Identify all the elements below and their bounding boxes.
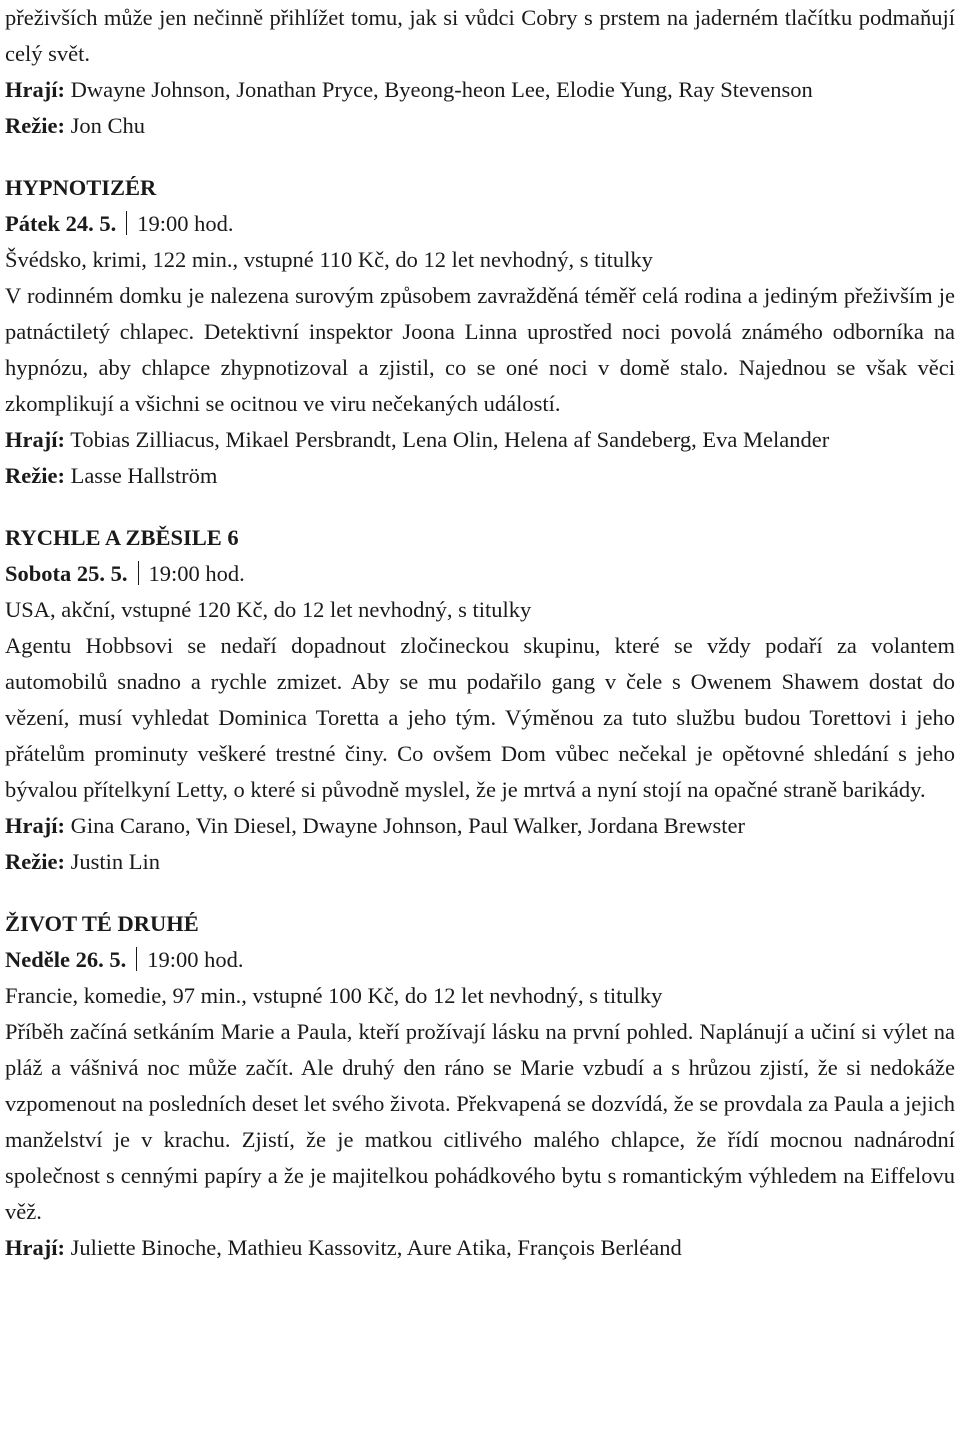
- film-title: RYCHLE A ZBĚSILE 6: [5, 525, 239, 550]
- director-name: Lasse Hallström: [64, 463, 218, 488]
- film-title: HYPNOTIZÉR: [5, 175, 157, 200]
- film-info-details: , vstupné 100 Kč, do 12 let nevhodný, s titulky: [241, 983, 663, 1008]
- cast-label: Hrají:: [5, 1235, 65, 1260]
- film-info-details: USA, akční, vstupné 120 Kč, do 12 let nevhodný, s titulky: [5, 597, 532, 622]
- film-date: [5, 556, 955, 592]
- film-time: 19:00 hod.: [137, 211, 234, 236]
- film-info: [5, 242, 955, 278]
- film-cast: [5, 808, 955, 844]
- cast-names: Juliette Binoche, Mathieu Kassovitz, Aure Atika, François Berléand: [64, 1235, 682, 1260]
- cast-label: Hrají:: [5, 77, 65, 102]
- cast-names: Tobias Zilliacus, Mikael Persbrandt, Lena Olin, Helena af Sandeberg, Eva Melander: [64, 427, 830, 452]
- film-date: [5, 206, 955, 242]
- intro-director: [5, 108, 955, 144]
- film-rychle-a-zbesile-6: [5, 520, 955, 880]
- director-name: Jon Chu: [64, 113, 145, 138]
- film-synopsis: V rodinném domku je nalezena surovým způsobem zavražděná téměř celá rodina a jediným přeživším je patnáctiletý chlapec. Detektivní inspektor Joona Linna uprostřed noci povolá známého odborníka na hypnózu, aby chlapce zhypnotizoval a zjistil, co se oné noci v domě stalo. Najednou se však věci zkomplikují a všichni se ocitnou ve viru nečekaných událostí.: [5, 283, 955, 416]
- film-info: [5, 592, 955, 628]
- film-info-details: , vstupné 110 Kč, do 12 let nevhodný, s titulky: [232, 247, 653, 272]
- film-synopsis: Agentu Hobbsovi se nedaří dopadnout zločineckou skupinu, které se vždy podaří za volantem automobilů snadno a rychle zmizet. Aby se mu podařilo gang v čele s Owenem Shawem dostat do vězení, musí vyhledat Dominica Toretta a jeho tým. Výměnou za tuto službu budou Torettovi i jeho přátelům prominuty veškeré trestné činy. Co ovšem Dom vůbec nečekal je opětovné shledání s jeho bývalou přítelkyní Letty, o které si původně myslel, že je mrtvá a nyní stojí na opačné straně barikády.: [5, 633, 955, 802]
- film-zivot-te-druhe: [5, 906, 955, 1266]
- intro-synopsis: přeživších může jen nečinně přihlížet tomu, jak si vůdci Cobry s prstem na jaderném tlačítku podmaňují celý svět.: [5, 5, 955, 66]
- separator-bar: [126, 211, 127, 235]
- cast-names: Gina Carano, Vin Diesel, Dwayne Johnson, Paul Walker, Jordana Brewster: [64, 813, 745, 838]
- cast-label: Hrají:: [5, 813, 65, 838]
- film-director: [5, 458, 955, 494]
- film-director: [5, 844, 955, 880]
- director-name: Justin Lin: [64, 849, 160, 874]
- film-day: Neděle 26. 5.: [5, 947, 127, 972]
- director-label: Režie:: [5, 113, 65, 138]
- film-date: [5, 942, 955, 978]
- separator-bar: [138, 561, 139, 585]
- intro-section: [5, 0, 955, 144]
- film-info: [5, 978, 955, 1014]
- film-cast: [5, 422, 955, 458]
- film-time: 19:00 hod.: [148, 561, 245, 586]
- film-synopsis: Příběh začíná setkáním Marie a Paula, kteří prožívají lásku na první pohled. Naplánují a učiní si výlet na pláž a vášnivá noc může začít. Ale druhý den ráno se Marie vzbudí a s hrůzou zjistí, že si nedokáže vzpomenout na posledních deset let svého života. Překvapená se dozvídá, že se provdala za Paula a jejich manželství je v krachu. Zjistí, že je matkou citlivého malého chlapce, že řídí mocnou nadnárodní společnost s cennými papíry a že je majitelkou pohádkového bytu s romantickým výhledem na Eiffelovu věž.: [5, 1019, 955, 1224]
- film-title: ŽIVOT TÉ DRUHÉ: [5, 911, 199, 936]
- film-cast: [5, 1230, 955, 1266]
- director-label: Režie:: [5, 463, 65, 488]
- cast-names: Dwayne Johnson, Jonathan Pryce, Byeong-heon Lee, Elodie Yung, Ray Stevenson: [64, 77, 813, 102]
- film-hypnotizer: [5, 170, 955, 494]
- intro-cast: [5, 72, 955, 108]
- cast-label: Hrají:: [5, 427, 65, 452]
- film-day: Pátek 24. 5.: [5, 211, 117, 236]
- film-day: Sobota 25. 5.: [5, 561, 128, 586]
- film-info-country: Francie, komedie, 97 min.: [5, 983, 242, 1008]
- film-info-country: Švédsko, krimi, 122 min.: [5, 247, 233, 272]
- separator-bar: [136, 947, 137, 971]
- film-time: 19:00 hod.: [147, 947, 244, 972]
- director-label: Režie:: [5, 849, 65, 874]
